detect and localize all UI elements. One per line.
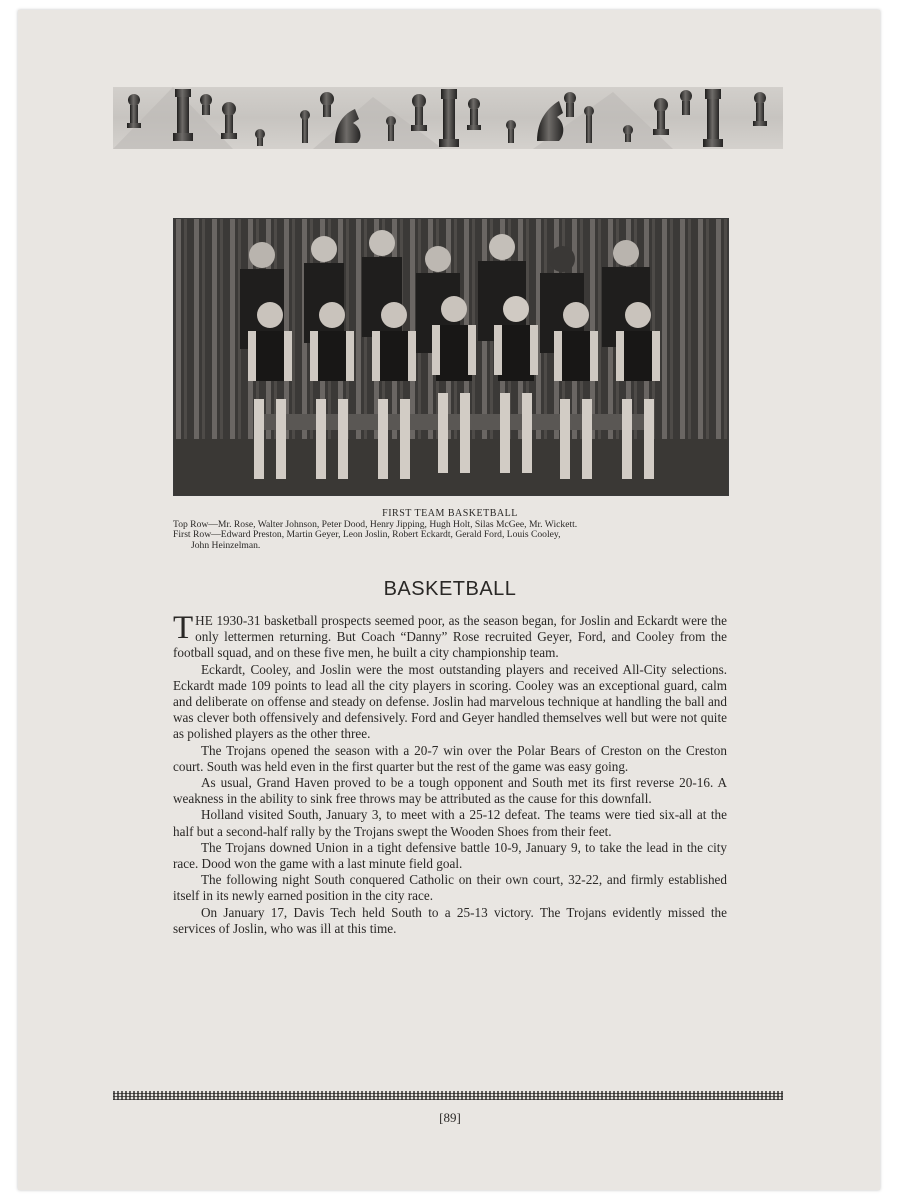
- caption-first-row: First Row—Edward Preston, Martin Geyer, Leon Joslin, Robert Eckardt, Gerald Ford, Louis Cooley,: [173, 529, 561, 541]
- team-photo: [173, 218, 729, 496]
- page-number: [89]: [439, 1110, 461, 1125]
- paragraph-8: On January 17, Davis Tech held South to a 25-13 victory. The Trojans evidently missed the services of Joslin, who was ill at this time.: [173, 904, 727, 936]
- photo-caption-title: FIRST TEAM BASKETBALL: [382, 508, 518, 519]
- paragraph-3: The Trojans opened the season with a 20-7 win over the Polar Bears of Creston on the Creston court. South was held even in the first quarter but the rest of the game was easy going.: [173, 742, 727, 774]
- chess-banner-illustration: [113, 87, 783, 149]
- caption-top-row: Top Row—Mr. Rose, Walter Johnson, Peter Dood, Henry Jipping, Hugh Holt, Silas McGee, Mr. Wickett.: [173, 519, 578, 530]
- paragraph-6: The Trojans downed Union in a tight defensive battle 10-9, January 9, to take the lead in the city race. Dood won the game with a last minute field goal.: [173, 839, 727, 872]
- drop-cap: T: [173, 610, 194, 646]
- yearbook-page: [18, 10, 880, 1190]
- section-heading: BASKETBALL: [383, 578, 517, 600]
- paragraph-2: Eckardt, Cooley, and Joslin were the most outstanding players and received All-City selections. Eckardt made 109 points to lead all the city players in scoring. Cooley was an exceptional guard, calm and deliberate on offense and steady on defense. Joslin had marvelous technique at handling the ball and was clever both offensively and defensively. Ford and Geyer handled themselves well but were not quite as polished players as the other three.: [173, 661, 727, 742]
- photo-caption: [173, 520, 727, 551]
- chess-pieces-banner: [113, 87, 783, 149]
- paragraph-5: Holland visited South, January 3, to meet with a 25-12 defeat. The teams were tied six-all at the half but a second-half rally by the Trojans swept the Wooden Shoes from their feet.: [173, 807, 727, 839]
- article-body: [173, 610, 727, 937]
- paragraph-1-text: HE 1930-31 basketball prospects seemed poor, as the season began, for Joslin and Eckardt were the only lettermen returning. But Coach “Danny” Rose recruited Geyer, Ford, and Cooley from the football squad, and on these five men, he built a city championship team.: [173, 613, 727, 661]
- team-photo-image: [174, 219, 728, 495]
- paragraph-4: As usual, Grand Haven proved to be a tough opponent and South met its first reverse 20-16. A weakness in the ability to sink free throws may be attributed as the cause for this downfall.: [173, 775, 727, 807]
- paragraph-1: [173, 610, 727, 662]
- paragraph-7: The following night South conquered Catholic on their own court, 32-22, and firmly established itself in its newly earned position in the city race.: [173, 872, 727, 904]
- caption-first-row-continued: John Heinzelman.: [191, 539, 261, 551]
- footer-decorative-rule: [113, 1091, 783, 1100]
